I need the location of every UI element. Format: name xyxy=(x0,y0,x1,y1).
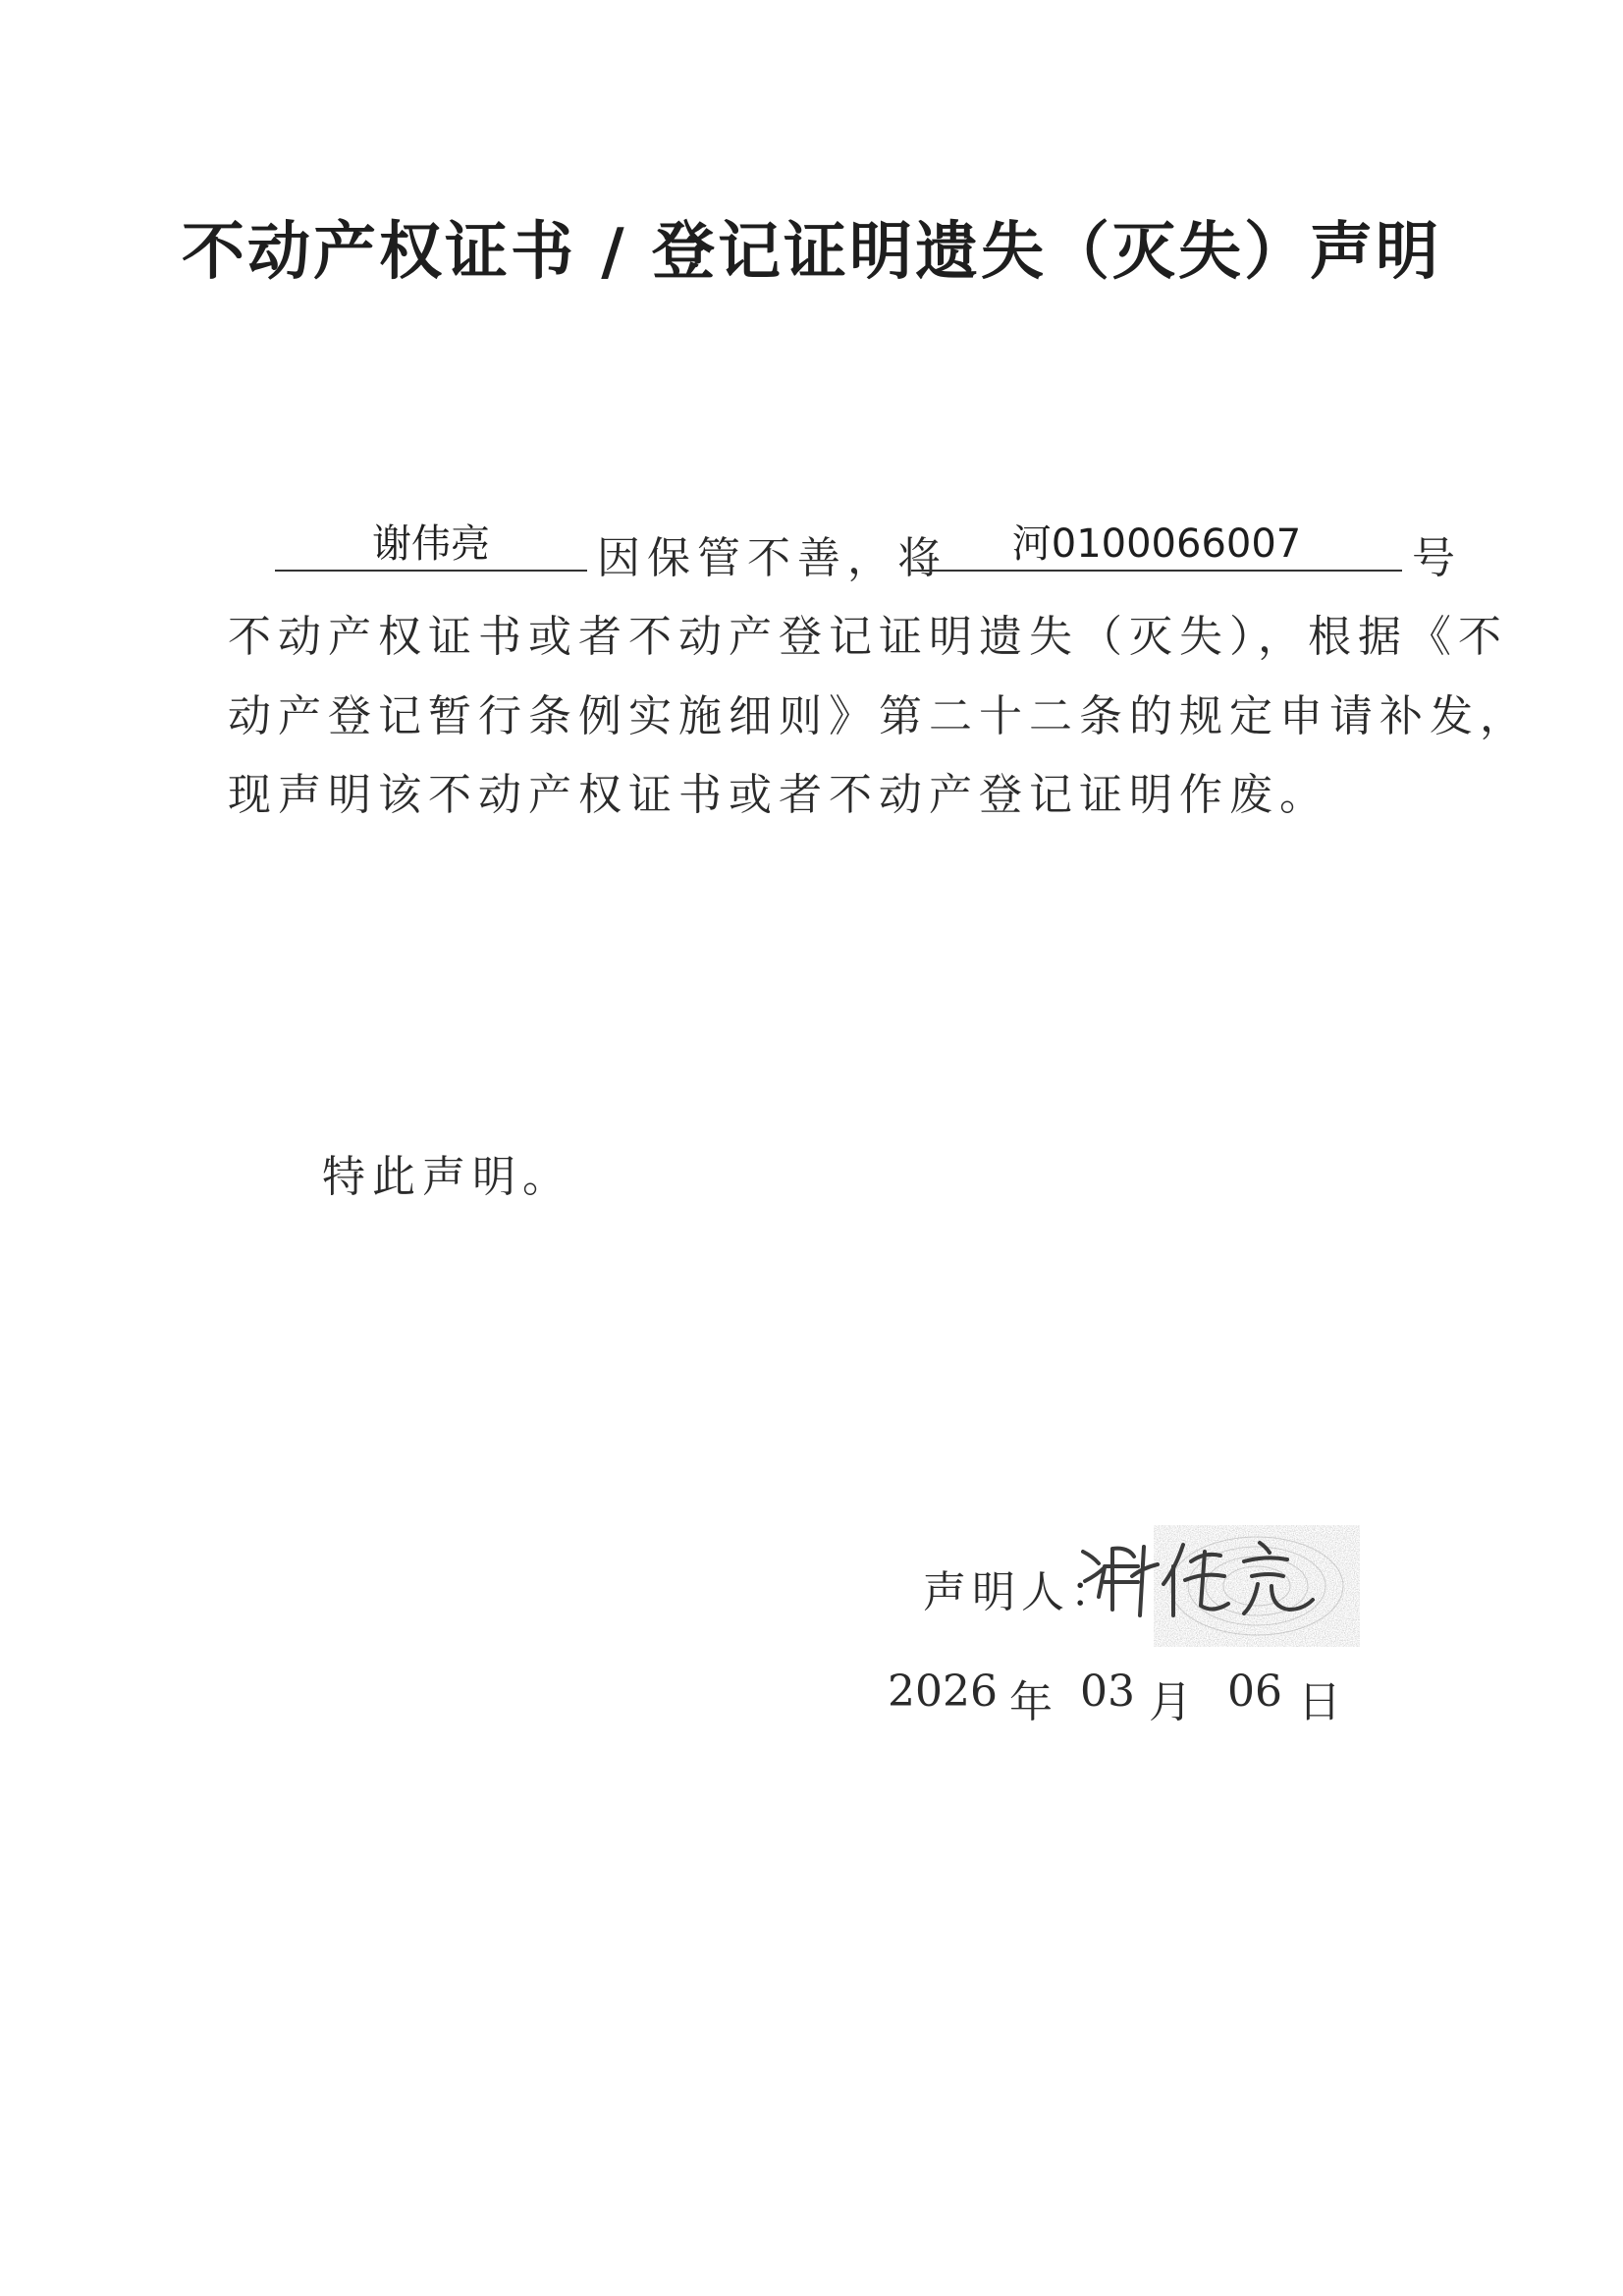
declaration-text-1: 因保管不善，将 xyxy=(597,533,947,583)
date-year: 2026 xyxy=(888,1667,998,1717)
declaration-text-2: 号 xyxy=(1412,533,1462,583)
declarant-label: 声明人： xyxy=(923,1567,1119,1617)
date-day: 06 xyxy=(1227,1667,1282,1717)
date-month-unit: 月 xyxy=(1149,1677,1192,1727)
certificate-number-field: 河0100066007 xyxy=(911,519,1402,572)
declaration-line-2: 不动产权证书或者不动产登记证明遗失（灭失），根据《不 xyxy=(228,612,1508,662)
declaration-line-3: 动产登记暂行条例实施细则》第二十二条的规定申请补发， xyxy=(228,691,1530,741)
document-title: 不动产权证书 / 登记证明遗失（灭失）声明 xyxy=(182,216,1441,289)
declaration-line-4: 现声明该不动产权证书或者不动产登记证明作废。 xyxy=(228,770,1329,820)
closing-statement: 特此声明。 xyxy=(322,1152,572,1202)
handwritten-signature xyxy=(1075,1507,1389,1655)
date-month: 03 xyxy=(1080,1667,1135,1717)
owner-name-field: 谢伟亮 xyxy=(275,519,587,572)
date-year-unit: 年 xyxy=(1009,1677,1053,1727)
date-day-unit: 日 xyxy=(1298,1677,1341,1727)
